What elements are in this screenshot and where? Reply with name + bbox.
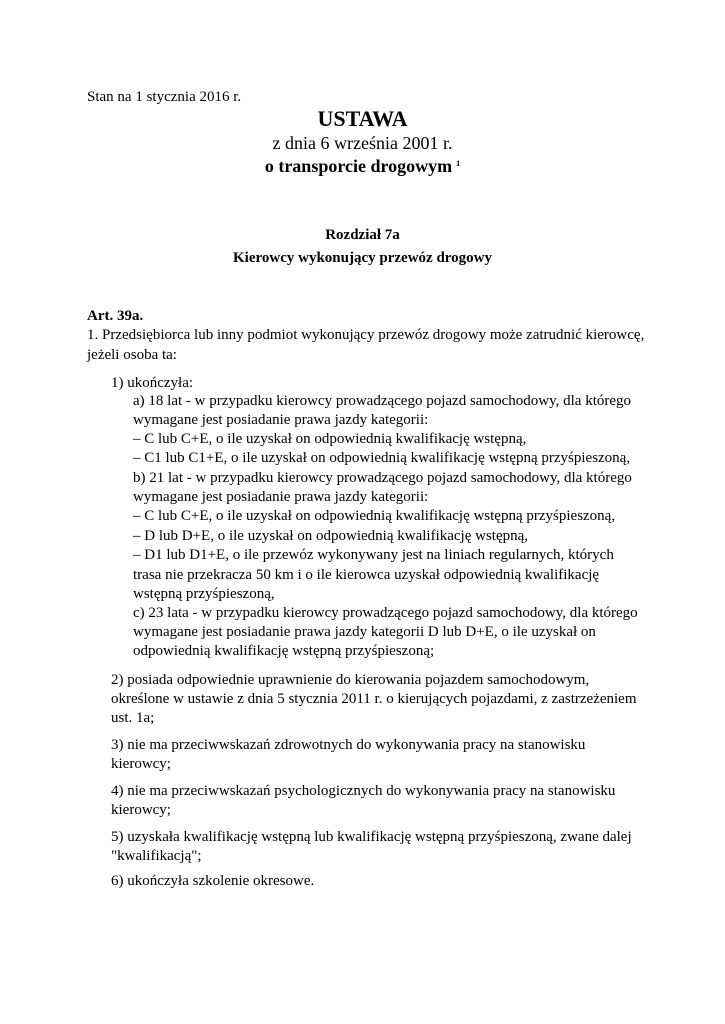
item-1a-dash: – C1 lub C1+E, o ile uzyskał on odpowiednią kwalifikację wstępną przyśpieszoną, [133,450,631,466]
item-5-line: "kwalifikacją"; [111,848,202,864]
act-subject [0,153,725,177]
item-1b-dash: – C lub C+E, o ile uzyskał on odpowiednią kwalifikację wstępną przyśpieszoną, [133,508,616,524]
item-1b-dash: – D1 lub D1+E, o ile przewóz wykonywany jest na liniach regularnych, których [133,547,614,563]
chapter-title: Kierowcy wykonujący przewóz drogowy [233,250,492,266]
item-1b-dash-cont: trasa nie przekracza 50 km i o ile kierowca uzyskał odpowiednią kwalifikację [133,567,600,583]
item-1b-dash-cont: wstępną przyśpieszoną, [133,586,275,602]
item-1c-line: wymagane jest posiadanie prawa jazdy kategorii D lub D+E, o ile uzyskał on [133,624,596,640]
item-1a-dash: – C lub C+E, o ile uzyskał on odpowiednią kwalifikację wstępną, [133,431,527,447]
act-date: z dnia 6 września 2001 r. [272,133,453,153]
item-1c-line: odpowiednią kwalifikację wstępną przyśpieszoną; [133,643,435,659]
item-4-line: 4) nie ma przeciwwskazań psychologicznych do wykonywania pracy na stanowisku [111,783,616,799]
item-2-line: 2) posiada odpowiednie uprawnienie do kierowania pojazdem samochodowym, [111,672,590,688]
status-date: Stan na 1 stycznia 2016 r. [87,89,242,105]
item-3-line: 3) nie ma przeciwwskazań zdrowotnych do wykonywania pracy na stanowisku [111,737,586,753]
item-1b-dash: – D lub D+E, o ile uzyskał on odpowiednią kwalifikację wstępną, [133,528,529,544]
footnote-marker: 1 [456,159,461,168]
item-3-line: kierowcy; [111,756,171,772]
item-1c-line: c) 23 lata - w przypadku kierowcy prowadzącego pojazd samochodowy, dla którego [133,605,638,621]
article-intro-line: jeżeli osoba ta: [87,347,177,363]
chapter-number: Rozdział 7a [325,227,400,243]
item-1a-line: a) 18 lat - w przypadku kierowcy prowadzącego pojazd samochodowy, dla którego [133,393,632,409]
item-2-line: określone w ustawie z dnia 5 stycznia 2011 r. o kierujących pojazdami, z zastrzeżeniem [111,691,637,707]
item-1b-line: b) 21 lat - w przypadku kierowcy prowadzącego pojazd samochodowy, dla którego [133,470,632,486]
act-subject-text: o transporcie drogowym [264,156,453,176]
item-4-line: kierowcy; [111,802,171,818]
act-title: USTAWA [317,106,408,131]
item-1b-line: wymagane jest posiadanie prawa jazdy kategorii: [133,489,429,505]
item-5-line: 5) uzyskała kwalifikację wstępną lub kwalifikację wstępną przyśpieszoną, zwane dalej [111,829,632,845]
item-2-line: ust. 1a; [111,710,155,726]
article-label: Art. 39a. [87,308,144,324]
article-intro-line: 1. Przedsiębiorca lub inny podmiot wykonujący przewóz drogowy może zatrudnić kierowcę, [87,327,645,343]
item-6-line: 6) ukończyła szkolenie okresowe. [111,873,315,889]
item-1-head: 1) ukończyła: [111,375,194,391]
item-1a-line: wymagane jest posiadanie prawa jazdy kategorii: [133,412,429,428]
